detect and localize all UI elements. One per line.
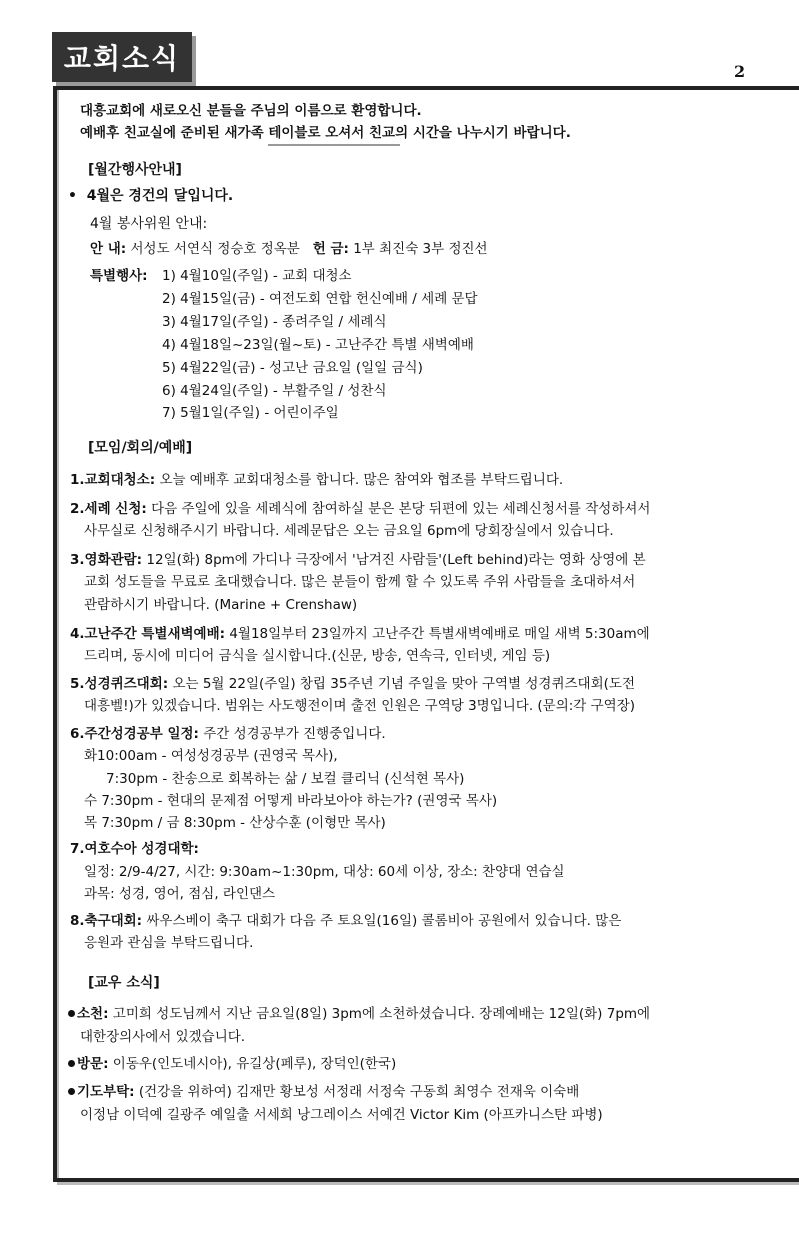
meeting-item <box>70 726 386 742</box>
item-text: 이동우(인도네시아), 유길상(페루), 장덕인(한국) <box>112 1056 397 1072</box>
item-text: 교회 성도들을 무료로 초대했습니다. 많은 분들이 함께 할 수 있도록 주위 사람들을 초대하셔서 <box>84 574 636 590</box>
event-item: 2) 4월15일(금) - 여전도회 연합 헌신예배 / 세례 문답 <box>162 291 478 307</box>
event-item: 7) 5월1일(주일) - 어린이주일 <box>162 405 339 421</box>
event-item: 1) 4월10일(주일) - 교회 대청소 <box>162 268 352 284</box>
meeting-item <box>70 626 650 642</box>
item-label: 5.성경퀴즈대회: <box>70 676 169 692</box>
schedule-line: 화10:00am - 여성성경공부 (권영국 목사), <box>84 748 338 764</box>
item-label: 4.고난주간 특별새벽예배: <box>70 626 226 642</box>
page-number: 2 <box>734 62 746 81</box>
divider <box>268 144 400 146</box>
item-text: 응원과 관심을 부탁드립니다. <box>84 935 254 951</box>
item-text: 일정: 2/9-4/27, 시간: 9:30am~1:30pm, 대상: 60세 이상, 장소: 찬양대 연습실 <box>84 864 565 880</box>
item-text: 4월18일부터 23일까지 고난주간 특별새벽예배로 매일 새벽 5:30am에 <box>229 626 650 642</box>
meeting-item <box>70 676 635 692</box>
item-text: 대한장의사에서 있겠습니다. <box>80 1029 246 1045</box>
meeting-item <box>70 552 646 568</box>
event-item: 5) 4월22일(금) - 성고난 금요일 (일일 금식) <box>162 360 423 376</box>
schedule-line: 수 7:30pm - 현대의 문제점 어떻게 바라보아야 하는가? (권영국 목사) <box>84 793 498 809</box>
item-text: 사무실로 신청해주시기 바랍니다. 세례문답은 오는 금요일 6pm에 당회장실에서 있습니다. <box>84 523 614 539</box>
item-text: 싸우스베이 축구 대회가 다음 주 토요일(16일) 콜롬비아 공원에서 있습니다. 많은 <box>146 913 622 929</box>
welcome-line: 예배후 친교실에 준비된 새가족 테이블로 오셔서 친교의 시간을 나누시기 바랍니다. <box>80 125 571 141</box>
section-heading-monthly: [월간행사안내] <box>88 162 182 178</box>
welcome-line: 대흥교회에 새로오신 분들을 주님의 이름으로 환영합니다. <box>80 103 422 119</box>
member-item <box>68 1006 650 1022</box>
schedule-line: 목 7:30pm / 금 8:30pm - 산상수훈 (이형만 목사) <box>84 815 386 831</box>
usher-label: 안 내: <box>90 241 127 257</box>
usher-names: 서성도 서연식 정승호 정옥분 <box>130 241 300 257</box>
item-text: 다음 주일에 있을 세례식에 참여하실 분은 본당 뒤편에 있는 세례신청서를 작성하셔서 <box>151 501 651 517</box>
member-item <box>68 1084 579 1100</box>
volunteer-title: 4월 봉사위원 안내: <box>90 216 208 232</box>
theme-text: 4월은 경건의 달입니다. <box>86 188 234 204</box>
offering-names: 1부 최진숙 3부 정진선 <box>353 241 488 257</box>
section-heading-members: [교우 소식] <box>88 975 160 991</box>
section-heading-meetings: [모임/회의/예배] <box>88 440 193 456</box>
item-text: 과목: 성경, 영어, 점심, 라인댄스 <box>84 886 276 902</box>
event-item: 3) 4월17일(주일) - 종려주일 / 세례식 <box>162 314 387 330</box>
meeting-item <box>70 472 563 488</box>
item-text: 대흥벨!)가 있겠습니다. 범위는 사도행전이며 출전 인원은 구역당 3명입니다. (문의:각 구역장) <box>84 698 636 714</box>
item-text: 주간 성경공부가 진행중입니다. <box>203 726 386 742</box>
item-label: 2.세례 신청: <box>70 501 147 517</box>
item-label: 7.여호수아 성경대학: <box>70 841 199 857</box>
item-label: 기도부탁: <box>77 1084 135 1100</box>
item-text: 관람하시기 바랍니다. (Marine + Crenshaw) <box>84 597 358 613</box>
item-label: 1.교회대청소: <box>70 472 156 488</box>
member-item <box>68 1056 396 1072</box>
item-text: (건강을 위하여) 김재만 황보성 서정래 서정숙 구동희 최영수 전재욱 이숙배 <box>138 1084 580 1100</box>
item-label: 소천: <box>77 1006 109 1022</box>
item-label: 6.주간성경공부 일정: <box>70 726 199 742</box>
item-label: 3.영화관람: <box>70 552 143 568</box>
schedule-line: 7:30pm - 찬송으로 회복하는 삶 / 보컬 클리닉 (신석현 목사) <box>106 771 465 787</box>
page-title: 교회소식 <box>52 32 192 82</box>
special-label: 특별행사: <box>90 268 148 284</box>
meeting-item <box>70 501 650 517</box>
item-label: 8.축구대회: <box>70 913 143 929</box>
item-text: 오늘 예배후 교회대청소를 합니다. 많은 참여와 협조를 부탁드립니다. <box>159 472 564 488</box>
bullet-icon <box>68 1060 75 1067</box>
bullet-icon <box>68 1088 75 1095</box>
frame-shadow <box>57 1182 799 1185</box>
item-text: 고미희 성도님께서 지난 금요일(8일) 3pm에 소천하셨습니다. 장례예배는 12일(화) 7pm에 <box>112 1006 651 1022</box>
item-text: 드리며, 동시에 미디어 금식을 실시합니다.(신문, 방송, 연속극, 인터넷, 게임 등) <box>84 648 551 664</box>
item-label: 방문: <box>77 1056 109 1072</box>
event-item: 6) 4월24일(주일) - 부활주일 / 성찬식 <box>162 383 387 399</box>
volunteer-line <box>90 241 488 257</box>
bullet-icon: • <box>68 188 77 204</box>
meeting-item <box>70 913 621 929</box>
item-text: 12일(화) 8pm에 가디나 극장에서 '남겨진 사람들'(Left behind)라는 영화 상영에 본 <box>146 552 646 568</box>
item-text: 이정남 이덕예 길광주 예일출 서세희 낭그레이스 서예건 Victor Kim (아프카니스탄 파병) <box>80 1107 603 1123</box>
event-item: 4) 4월18일~23일(월~토) - 고난주간 특별 새벽예배 <box>162 337 474 353</box>
item-text: 오는 5월 22일(주일) 창립 35주년 기념 주일을 맞아 구역별 성경퀴즈대회(도전 <box>172 676 635 692</box>
monthly-theme <box>68 185 233 205</box>
offering-label: 헌 금: <box>312 241 349 257</box>
bullet-icon <box>68 1010 75 1017</box>
